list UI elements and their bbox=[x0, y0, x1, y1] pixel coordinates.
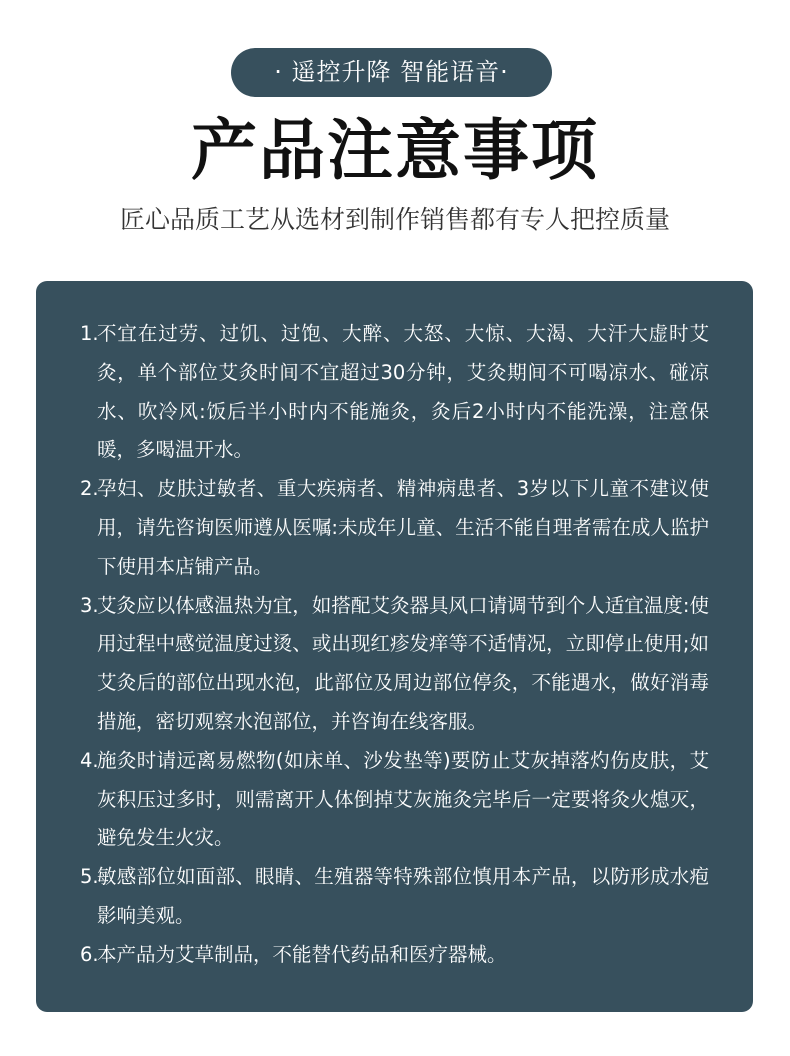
notice-number: 3. bbox=[80, 593, 99, 617]
notice-text: 孕妇、皮肤过敏者、重大疾病者、精神病患者、3岁以下儿童不建议使用，请先咨询医师遵从医嘱:未成年儿童、生活不能自理者需在成人监护下使用本店铺产品。 bbox=[97, 477, 709, 578]
notice-item-4 bbox=[80, 742, 709, 858]
notice-number: 1. bbox=[80, 322, 99, 345]
notice-number: 6. bbox=[80, 942, 99, 966]
notice-item-6 bbox=[80, 936, 709, 975]
notice-panel bbox=[36, 281, 753, 1012]
notice-text: 施灸时请远离易燃物(如床单、沙发垫等)要防止艾灰掉落灼伤皮肤，艾灰积压过多时，则需离开人体倒掉艾灰施灸完毕后一定要将灸火熄灭，避免发生火灾。 bbox=[97, 748, 709, 850]
notice-text: 艾灸应以体感温热为宜，如搭配艾灸器具风口请调节到个人适宜温度:使用过程中感觉温度过烫、或出现红疹发痒等不适情况，立即停止使用;如艾灸后的部位出现水泡，此部位及周边部位停灸，不能遇水，做好消毒措施，密切观察水泡部位，并咨询在线客服。 bbox=[97, 593, 709, 733]
notice-number: 5. bbox=[80, 865, 99, 889]
page-subtitle: 匠心品质工艺从选材到制作销售都有专人把控质量 bbox=[119, 205, 670, 234]
page-title: 产品注意事项 bbox=[191, 112, 599, 189]
notice-text: 不宜在过劳、过饥、过饱、大醉、大怒、大惊、大渴、大汗大虚时艾灸，单个部位艾灸时间不宜超过30分钟，艾灸期间不可喝凉水、碰凉水、吹冷风:饭后半小时内不能施灸，灸后2小时内不能洗澡，注意保暖，多喝温开水。 bbox=[97, 322, 709, 462]
notice-text: 敏感部位如面部、眼睛、生殖器等特殊部位慎用本产品，以防形成水疱影响美观。 bbox=[97, 865, 709, 927]
notice-text: 本产品为艾草制品，不能替代药品和医疗器械。 bbox=[97, 942, 507, 966]
notice-item-5 bbox=[80, 858, 709, 936]
notice-item-2 bbox=[80, 470, 709, 586]
notice-number: 4. bbox=[80, 748, 99, 772]
notice-number: 2. bbox=[80, 477, 99, 501]
feature-badge: · 遥控升降 智能语音· bbox=[231, 48, 552, 97]
notice-item-3 bbox=[80, 587, 709, 742]
notice-item-1 bbox=[80, 315, 709, 470]
